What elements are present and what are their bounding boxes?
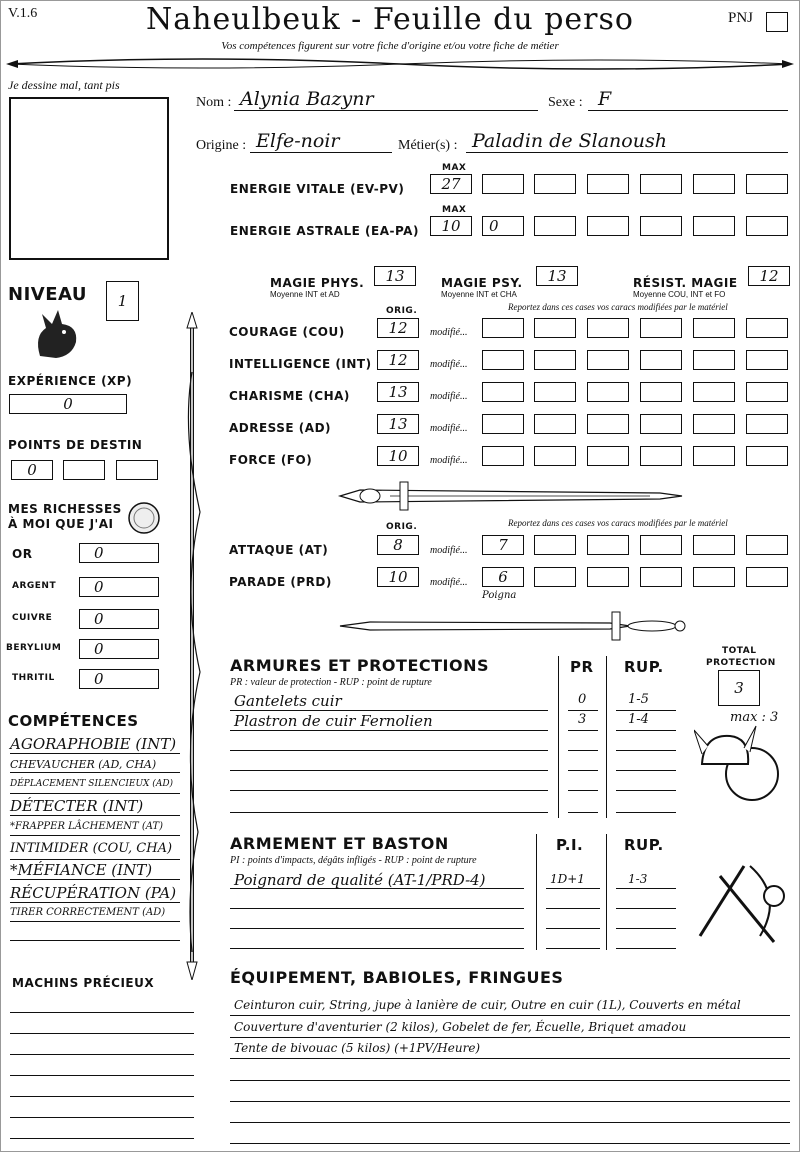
ea-label: ENERGIE ASTRALE (EA-PA) (230, 224, 419, 238)
money-box[interactable] (79, 669, 159, 689)
competence-underline (10, 753, 180, 754)
attaque-tracker-box[interactable] (640, 535, 682, 555)
competence-underline (10, 835, 180, 836)
portrait-caption: Je dessine mal, tant pis (8, 78, 120, 92)
armure-line (230, 790, 548, 791)
competence-underline (10, 921, 180, 922)
ea-current-box[interactable] (482, 216, 524, 236)
machins-label: MACHINS PRÉCIEUX (12, 976, 155, 990)
armure-rup-line (616, 790, 676, 791)
equipement-item[interactable]: Ceinturon cuir, String, jupe à lanière de cuir, Outre en cuir (1L), Couverts en métal (234, 998, 741, 1012)
stat-mod-box[interactable] (534, 318, 576, 338)
arme-pi-line (546, 908, 600, 909)
stat-mod-box[interactable] (587, 446, 629, 466)
money-label: CUIVRE (12, 613, 53, 623)
equipement-line (230, 1058, 790, 1059)
stat-mod-box[interactable] (587, 318, 629, 338)
magie-psy-label: MAGIE PSY. (441, 276, 523, 290)
stat-label: COURAGE (COU) (229, 325, 345, 339)
attaque-box[interactable] (377, 535, 419, 555)
competence-item[interactable]: *MÉFIANCE (INT) (10, 861, 153, 879)
parade-tracker-box[interactable] (746, 567, 788, 587)
sexe-label: Sexe : (548, 95, 583, 110)
equipement-title: ÉQUIPEMENT, BABIOLES, FRINGUES (230, 968, 564, 987)
parade-mod-box[interactable] (482, 567, 524, 587)
stat-label: CHARISME (CHA) (229, 389, 350, 403)
armure-pr[interactable]: 3 (578, 712, 587, 727)
ea-tracker-box[interactable] (534, 216, 576, 236)
stat-modifie-label: modifié... (430, 327, 468, 338)
arme-rup-line (616, 928, 676, 929)
sword-ornament-2 (330, 608, 690, 644)
competence-item[interactable]: *FRAPPER LÂCHEMENT (AT) (10, 821, 163, 832)
ea-tracker-box[interactable] (693, 216, 735, 236)
armure-line (230, 770, 548, 771)
armure-line (230, 710, 548, 711)
resist-magie-box[interactable] (748, 266, 790, 286)
origine-label: Origine : (196, 138, 247, 153)
armures-divider-1 (558, 656, 559, 818)
armement-note: PI : points d'impacts, dégâts infligés - RUP : point de rupture (230, 855, 477, 866)
parade-value: 10 (388, 568, 408, 586)
machins-line (10, 1075, 194, 1076)
armures-pr-label: PR (570, 658, 594, 676)
competence-item[interactable]: TIRER CORRECTEMENT (AD) (10, 907, 166, 918)
money-label: THRITIL (12, 673, 55, 683)
arme-line (230, 908, 524, 909)
stat-mod-box[interactable] (482, 318, 524, 338)
money-box-value: 0 (94, 670, 104, 688)
money-box-value: 0 (94, 578, 104, 596)
xp-box[interactable] (9, 394, 127, 414)
stat-orig-box-value: 13 (388, 415, 408, 433)
competence-item[interactable]: AGORAPHOBIE (INT) (10, 735, 177, 753)
origine-underline (250, 152, 392, 153)
stat-mod-box[interactable] (534, 446, 576, 466)
total-protection-value: 3 (734, 679, 744, 697)
armure-rup[interactable]: 1-5 (628, 692, 649, 707)
money-label: ARGENT (12, 581, 57, 591)
attaque-tracker-box[interactable] (693, 535, 735, 555)
machins-line (10, 1012, 194, 1013)
parade-tracker-box[interactable] (534, 567, 576, 587)
stat-mod-box[interactable] (640, 318, 682, 338)
ea-current-value: 0 (489, 217, 499, 235)
parade-tracker-box[interactable] (587, 567, 629, 587)
equipement-item[interactable]: Couverture d'aventurier (2 kilos), Gobelet de fer, Écuelle, Briquet amadou (234, 1020, 687, 1034)
stat-mod-box[interactable] (482, 446, 524, 466)
stat-mod-box[interactable] (640, 414, 682, 434)
arme-name[interactable]: Poignard de qualité (AT-1/PRD-4) (234, 871, 486, 889)
portrait-box[interactable] (9, 97, 169, 260)
magie-phys-note: Moyenne INT et AD (270, 290, 340, 299)
money-box[interactable] (79, 577, 159, 597)
armure-rup-line (616, 812, 676, 813)
money-box-value: 0 (94, 640, 104, 658)
sexe-underline (588, 110, 788, 111)
total-protection-box[interactable] (718, 670, 760, 706)
stat-mod-box[interactable] (693, 446, 735, 466)
coin-icon (126, 500, 162, 536)
armure-rup-line (616, 770, 676, 771)
money-label: BERYLIUM (6, 643, 62, 653)
ev-tracker-box[interactable] (693, 174, 735, 194)
armure-line (230, 812, 548, 813)
stat-mod-box[interactable] (746, 414, 788, 434)
nom-value[interactable]: Alynia Bazynr (240, 88, 374, 110)
stat-mod-box[interactable] (746, 318, 788, 338)
parade-modifie-label: modifié... (430, 577, 468, 588)
money-box-value: 0 (94, 610, 104, 628)
ev-max-label: MAX (442, 163, 467, 173)
stat-mod-box[interactable] (693, 318, 735, 338)
attaque-value: 8 (393, 536, 403, 554)
equipement-line (230, 1080, 790, 1081)
stat-orig-box-value: 10 (388, 447, 408, 465)
money-label: OR (12, 547, 33, 561)
armement-title: ARMEMENT ET BASTON (230, 834, 449, 853)
armement-pi-label: P.I. (556, 836, 584, 854)
attaque-modifie-label: modifié... (430, 545, 468, 556)
ea-max-value: 10 (441, 217, 461, 235)
equipement-line (230, 1143, 790, 1144)
magie-phys-label: MAGIE PHYS. (270, 276, 365, 290)
magie-phys-value: 13 (385, 267, 405, 285)
helmet-shield-icon (694, 724, 784, 814)
stat-mod-box[interactable] (693, 414, 735, 434)
ea-max-box[interactable] (430, 216, 472, 236)
stat-orig-box[interactable] (377, 350, 419, 370)
competence-underline (10, 940, 180, 941)
destin-box-1[interactable] (11, 460, 53, 480)
stat-orig-box[interactable] (377, 414, 419, 434)
armure-rup[interactable]: 1-4 (628, 712, 649, 727)
magie-phys-box[interactable] (374, 266, 416, 286)
stat-mod-box[interactable] (746, 350, 788, 370)
equipement-line (230, 1122, 790, 1123)
total-label-1: TOTAL (722, 646, 757, 656)
ea-max-label: MAX (442, 205, 467, 215)
stat-orig-box-value: 12 (388, 319, 408, 337)
xp-label: EXPÉRIENCE (XP) (8, 374, 133, 388)
total-protection-max: max : 3 (730, 710, 779, 725)
stat-orig-box[interactable] (377, 382, 419, 402)
competence-underline (10, 815, 180, 816)
competence-underline (10, 879, 180, 880)
armure-pr[interactable]: 0 (578, 692, 587, 707)
stat-mod-box[interactable] (693, 350, 735, 370)
stat-mod-box[interactable] (640, 350, 682, 370)
combat-report-note: Reportez dans ces cases vos caracs modifiées par le matériel (508, 518, 728, 528)
xp-value: 0 (63, 395, 73, 413)
competence-item[interactable]: DÉTECTER (INT) (10, 797, 144, 815)
armures-title: ARMURES ET PROTECTIONS (230, 656, 489, 675)
metier-value[interactable]: Paladin de Slanoush (472, 130, 667, 152)
dragon-icon (32, 306, 82, 362)
richesses-label-2: À MOI QUE J'AI (8, 517, 114, 531)
stat-orig-box-value: 12 (388, 351, 408, 369)
competence-underline (10, 902, 180, 903)
attaque-mod-box[interactable] (482, 535, 524, 555)
parade-tracker-box[interactable] (693, 567, 735, 587)
stats-orig-label: ORIG. (386, 306, 418, 316)
armure-pr-line (568, 770, 598, 771)
ev-tracker-box[interactable] (640, 174, 682, 194)
pnj-checkbox[interactable] (766, 12, 788, 32)
metier-underline (466, 152, 788, 153)
parade-box[interactable] (377, 567, 419, 587)
nom-underline (234, 110, 538, 111)
magie-psy-box[interactable] (536, 266, 578, 286)
equipement-line (230, 1037, 790, 1038)
money-box-value: 0 (94, 544, 104, 562)
parade-tracker-box[interactable] (640, 567, 682, 587)
richesses-label-1: MES RICHESSES (8, 502, 122, 516)
stat-mod-box[interactable] (640, 382, 682, 402)
destin-value: 0 (27, 461, 37, 479)
armement-rup-label: RUP. (624, 836, 664, 854)
ev-label: ENERGIE VITALE (EV-PV) (230, 182, 405, 196)
machins-line (10, 1138, 194, 1139)
arme-rup-line (616, 948, 676, 949)
parade-label: PARADE (PRD) (229, 575, 332, 589)
stat-mod-box[interactable] (587, 382, 629, 402)
machins-line (10, 1096, 194, 1097)
stat-label: FORCE (FO) (229, 453, 313, 467)
destin-label: POINTS DE DESTIN (8, 438, 143, 452)
machins-line (10, 1117, 194, 1118)
stat-modifie-label: modifié... (430, 455, 468, 466)
sexe-value[interactable]: F (598, 88, 612, 110)
stat-modifie-label: modifié... (430, 423, 468, 434)
resist-magie-value: 12 (759, 267, 779, 285)
parade-mod-value: 6 (498, 568, 508, 586)
arme-pi-line (546, 928, 600, 929)
armement-divider-2 (606, 834, 607, 950)
stat-mod-box[interactable] (640, 446, 682, 466)
armures-note: PR : valeur de protection - RUP : point de rupture (230, 677, 432, 688)
armures-rup-label: RUP. (624, 658, 664, 676)
armure-rup-line (616, 710, 676, 711)
stat-mod-box[interactable] (534, 382, 576, 402)
stat-mod-box[interactable] (534, 350, 576, 370)
stat-mod-box[interactable] (587, 350, 629, 370)
stats-report-note: Reportez dans ces cases vos caracs modifiées par le matériel (508, 302, 728, 312)
stat-orig-box[interactable] (377, 446, 419, 466)
combat-mod-note: Poigna (482, 590, 517, 601)
stat-modifie-label: modifié... (430, 391, 468, 402)
attaque-tracker-box[interactable] (534, 535, 576, 555)
stat-orig-box[interactable] (377, 318, 419, 338)
attaque-mod-value: 7 (498, 536, 508, 554)
equipement-line (230, 1015, 790, 1016)
destin-box-2[interactable] (63, 460, 105, 480)
arme-rup[interactable]: 1-3 (628, 872, 648, 886)
arme-line (230, 948, 524, 949)
armure-pr-line (568, 710, 598, 711)
armure-rup-line (616, 730, 676, 731)
competence-underline (10, 772, 180, 773)
version-label: V.1.6 (8, 6, 38, 21)
ea-tracker-box[interactable] (746, 216, 788, 236)
stat-modifie-label: modifié... (430, 359, 468, 370)
stat-mod-box[interactable] (587, 414, 629, 434)
competence-item[interactable]: DÉPLACEMENT SILENCIEUX (AD) (10, 779, 174, 789)
ev-max-box[interactable] (430, 174, 472, 194)
arme-line (230, 928, 524, 929)
niveau-value: 1 (117, 292, 128, 310)
sheet-subtitle: Vos compétences figurent sur votre fiche d'origine et/ou votre fiche de métier (221, 40, 559, 52)
sword-ornament (330, 478, 690, 514)
arme-rup-line (616, 908, 676, 909)
total-label-2: PROTECTION (706, 658, 776, 668)
stat-mod-box[interactable] (746, 446, 788, 466)
ev-tracker-box[interactable] (746, 174, 788, 194)
stat-mod-box[interactable] (482, 414, 524, 434)
magie-psy-note: Moyenne INT et CHA (441, 290, 517, 299)
origine-value[interactable]: Elfe-noir (256, 130, 340, 152)
ev-max-value: 27 (441, 175, 461, 193)
armure-pr-line (568, 730, 598, 731)
armure-pr-line (568, 790, 598, 791)
ea-tracker-box[interactable] (587, 216, 629, 236)
armure-line (230, 730, 548, 731)
stat-label: ADRESSE (AD) (229, 421, 332, 435)
competences-label: COMPÉTENCES (8, 712, 139, 730)
machins-line (10, 1033, 194, 1034)
destin-box-3[interactable] (116, 460, 158, 480)
niveau-label: NIVEAU (8, 284, 87, 305)
magie-psy-value: 13 (547, 267, 567, 285)
attaque-label: ATTAQUE (AT) (229, 543, 329, 557)
armure-name[interactable]: Gantelets cuir (234, 692, 342, 710)
weapons-icon (690, 856, 790, 952)
armures-divider-2 (606, 656, 607, 818)
ev-tracker-box[interactable] (587, 174, 629, 194)
equipement-line (230, 1101, 790, 1102)
armure-pr-line (568, 750, 598, 751)
ea-tracker-box[interactable] (640, 216, 682, 236)
machins-line (10, 1054, 194, 1055)
competence-item[interactable]: INTIMIDER (COU, CHA) (10, 841, 173, 856)
money-box[interactable] (79, 639, 159, 659)
armure-rup-line (616, 750, 676, 751)
metier-label: Métier(s) : (398, 138, 458, 153)
stat-mod-box[interactable] (482, 382, 524, 402)
resist-magie-note: Moyenne COU, INT et FO (633, 290, 726, 299)
arme-pi-line (546, 948, 600, 949)
competence-underline (10, 793, 180, 794)
header-ornament (0, 52, 800, 74)
armure-line (230, 750, 548, 751)
ev-tracker-box[interactable] (534, 174, 576, 194)
competence-item[interactable]: RÉCUPÉRATION (PA) (10, 884, 177, 902)
pnj-label: PNJ (728, 10, 754, 26)
stat-orig-box-value: 13 (388, 383, 408, 401)
attaque-tracker-box[interactable] (746, 535, 788, 555)
stat-mod-box[interactable] (534, 414, 576, 434)
armure-pr-line (568, 812, 598, 813)
arme-rup-line (616, 888, 676, 889)
arme-pi[interactable]: 1D+1 (550, 872, 585, 886)
combat-orig-label: ORIG. (386, 522, 418, 532)
money-box[interactable] (79, 543, 159, 563)
attaque-tracker-box[interactable] (587, 535, 629, 555)
competence-underline (10, 859, 180, 860)
stat-mod-box[interactable] (482, 350, 524, 370)
ev-tracker-box[interactable] (482, 174, 524, 194)
competence-item[interactable]: CHEVAUCHER (AD, CHA) (10, 758, 157, 771)
nom-label: Nom : (196, 95, 232, 110)
stat-mod-box[interactable] (746, 382, 788, 402)
stat-mod-box[interactable] (693, 382, 735, 402)
niveau-box[interactable] (106, 281, 139, 321)
armure-name[interactable]: Plastron de cuir Fernolien (234, 712, 433, 730)
equipement-item[interactable]: Tente de bivouac (5 kilos) (+1PV/Heure) (234, 1041, 481, 1055)
sheet-title: Naheulbeuk - Feuille du perso (146, 2, 634, 37)
resist-magie-label: RÉSIST. MAGIE (633, 276, 738, 290)
arme-pi-line (546, 888, 600, 889)
money-box[interactable] (79, 609, 159, 629)
stat-label: INTELLIGENCE (INT) (229, 357, 372, 371)
armement-divider-1 (536, 834, 537, 950)
spear-ornament (180, 312, 204, 980)
